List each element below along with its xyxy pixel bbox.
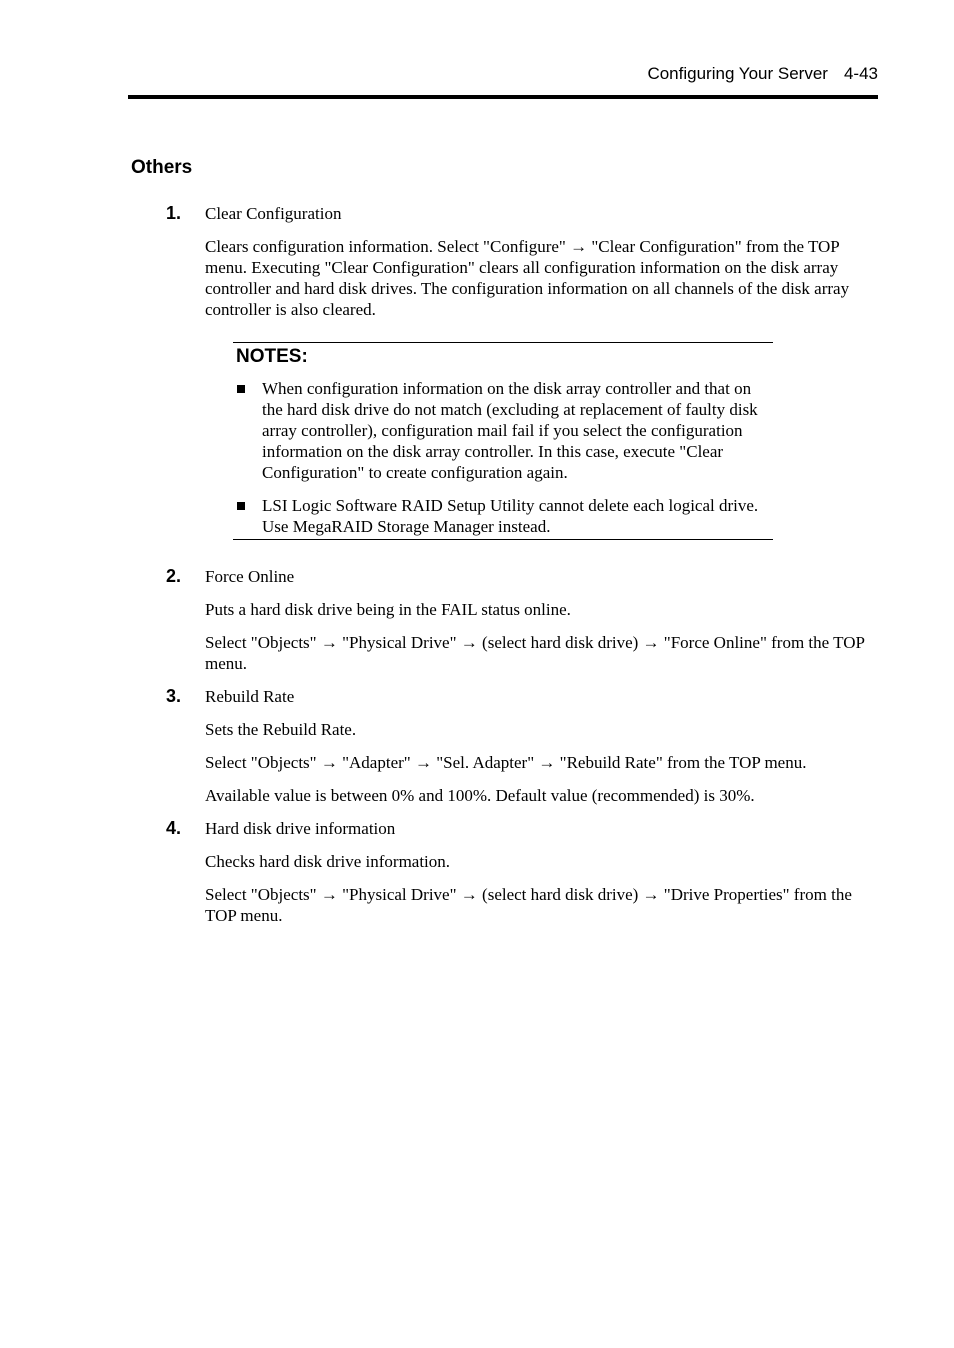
item-paragraph: Select "Objects" → "Physical Drive" → (select hard disk drive) → "Drive Properties" from the TOP menu. [205, 885, 852, 925]
page-header [128, 64, 878, 88]
list-item-rebuild-rate [166, 686, 866, 806]
square-bullet-icon [237, 385, 245, 393]
item-paragraph: Select "Objects" → "Adapter" → "Sel. Adapter" → "Rebuild Rate" from the TOP menu. [205, 753, 807, 772]
item-paragraph: Checks hard disk drive information. [205, 852, 451, 871]
item-title: Rebuild Rate [205, 687, 295, 706]
item-number: 2. [166, 566, 182, 586]
notes-box [233, 342, 773, 540]
header-rule [128, 95, 878, 99]
item-title: Clear Configuration [205, 204, 342, 223]
section-title: Others [131, 157, 193, 178]
square-bullet-icon [237, 502, 245, 510]
note-item [233, 378, 762, 483]
item-number: 4. [166, 818, 182, 838]
notes-title: NOTES: [236, 346, 308, 367]
item-number: 3. [166, 686, 182, 706]
item-number: 1. [166, 203, 182, 223]
item-paragraph: Available value is between 0% and 100%. Default value (recommended) is 30%. [205, 786, 755, 805]
content [166, 203, 866, 938]
item-paragraph: Puts a hard disk drive being in the FAIL status online. [205, 600, 571, 619]
note-text: LSI Logic Software RAID Setup Utility cannot delete each logical drive. Use MegaRAID Storage Manager instead. [262, 496, 759, 536]
list-item-hard-disk-drive-information [166, 818, 866, 926]
list-item-force-online [166, 566, 866, 674]
page-number: 4-43 [843, 64, 878, 83]
item-paragraph: Sets the Rebuild Rate. [205, 720, 357, 739]
item-paragraph: Select "Objects" → "Physical Drive" → (select hard disk drive) → "Force Online" from the TOP menu. [205, 633, 865, 673]
list-item-clear-configuration [166, 203, 866, 540]
note-text: When configuration information on the disk array controller and that on the hard disk drive do not match (excluding at replacement of faulty disk array controller), configuration mail fail if you select the configuration information on the disk array controller. In this case, execute "Clear Configuration" to create configuration again. [262, 379, 758, 482]
item-paragraph: Clears configuration information. Select "Configure" → "Clear Configuration" from the TOP menu. Executing "Clear Configuration" clears all configuration information on the disk array controller and hard disk drives. The configuration information on all channels of the disk array controller is also cleared. [205, 237, 850, 319]
item-title: Hard disk drive information [205, 819, 396, 838]
item-title: Force Online [205, 567, 295, 586]
header-title: Configuring Your Server [647, 64, 828, 83]
note-item [233, 495, 762, 537]
